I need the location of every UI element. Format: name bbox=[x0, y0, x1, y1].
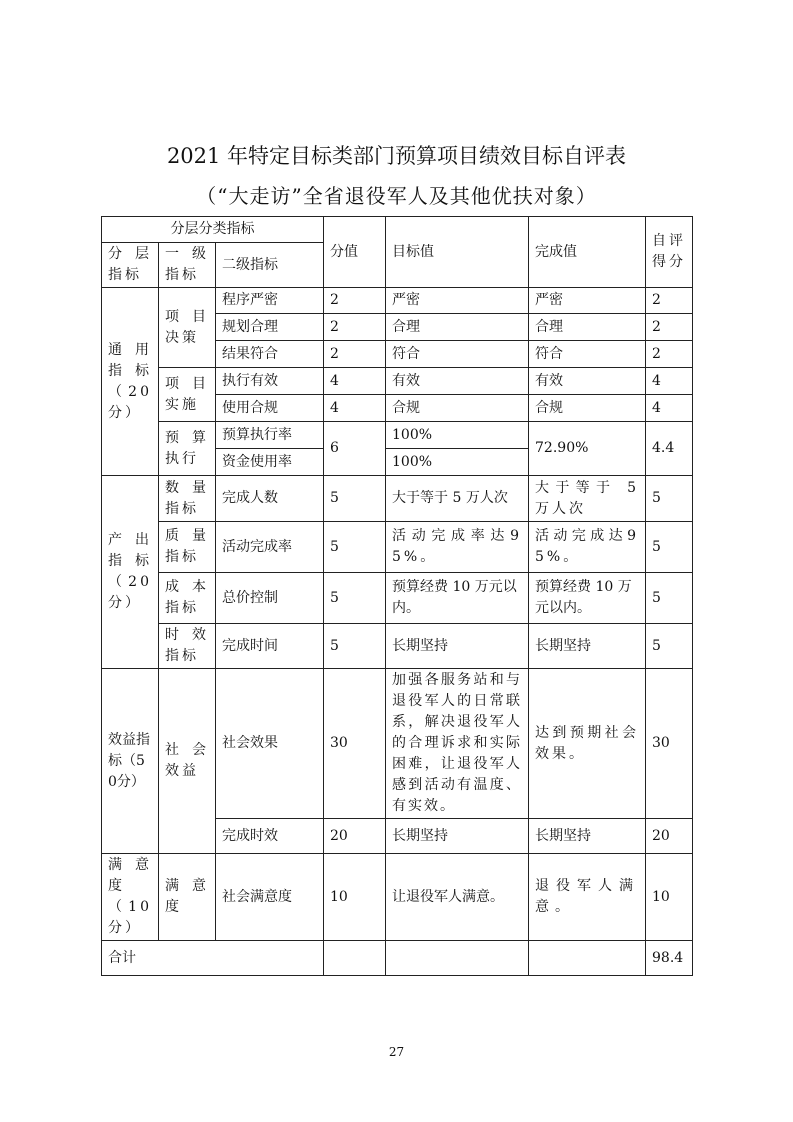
actual-cell: 预算经费 10 万元以内。 bbox=[529, 573, 646, 624]
first-cell: 质量指标 bbox=[159, 522, 216, 573]
second-cell: 执行有效 bbox=[216, 368, 324, 395]
second-cell: 完成时效 bbox=[216, 819, 324, 854]
score-cell: 30 bbox=[324, 669, 386, 819]
first-cell: 项目实施 bbox=[159, 368, 216, 422]
evaluation-table bbox=[101, 216, 693, 976]
level-cell: 产出指标（20分） bbox=[102, 476, 159, 669]
second-cell: 结果符合 bbox=[216, 341, 324, 368]
header-target: 目标值 bbox=[386, 217, 529, 288]
actual-cell: 合规 bbox=[529, 395, 646, 422]
page-number: 27 bbox=[388, 1045, 405, 1059]
target-cell: 大于等于 5 万人次 bbox=[386, 476, 529, 522]
header-self-score: 自评得分 bbox=[646, 217, 693, 288]
table-header-row bbox=[102, 217, 693, 243]
score-cell: 20 bbox=[324, 819, 386, 854]
first-cell: 项目决策 bbox=[159, 288, 216, 368]
self-cell: 4 bbox=[646, 368, 693, 395]
target-cell: 100% bbox=[386, 422, 529, 449]
second-cell: 完成时间 bbox=[216, 624, 324, 669]
target-cell: 100% bbox=[386, 449, 529, 476]
second-cell: 规划合理 bbox=[216, 314, 324, 341]
actual-cell: 合理 bbox=[529, 314, 646, 341]
header-group: 分层分类指标 bbox=[102, 217, 324, 243]
self-cell: 5 bbox=[646, 476, 693, 522]
first-cell: 数量指标 bbox=[159, 476, 216, 522]
target-cell: 严密 bbox=[386, 288, 529, 314]
actual-cell: 符合 bbox=[529, 341, 646, 368]
score-cell: 2 bbox=[324, 288, 386, 314]
first-cell: 满意度 bbox=[159, 854, 216, 941]
header-level: 分层指标 bbox=[102, 243, 159, 288]
target-cell: 符合 bbox=[386, 341, 529, 368]
target-cell: 合规 bbox=[386, 395, 529, 422]
actual-cell: 长期坚持 bbox=[529, 819, 646, 854]
score-cell: 2 bbox=[324, 314, 386, 341]
target-cell: 预算经费 10 万元以内。 bbox=[386, 573, 529, 624]
self-cell: 2 bbox=[646, 288, 693, 314]
level-cell: 效益指标（50分） bbox=[102, 669, 159, 854]
first-cell: 成本指标 bbox=[159, 573, 216, 624]
score-cell: 2 bbox=[324, 341, 386, 368]
target-cell: 有效 bbox=[386, 368, 529, 395]
second-cell: 资金使用率 bbox=[216, 449, 324, 476]
self-cell: 20 bbox=[646, 819, 693, 854]
actual-cell: 活动完成达95%。 bbox=[529, 522, 646, 573]
self-cell: 2 bbox=[646, 314, 693, 341]
table-row bbox=[102, 288, 693, 314]
table-row bbox=[102, 422, 693, 449]
second-cell: 社会满意度 bbox=[216, 854, 324, 941]
actual-cell: 大于等于 5 万人次 bbox=[529, 476, 646, 522]
table-row bbox=[102, 476, 693, 522]
score-cell: 5 bbox=[324, 476, 386, 522]
table-row bbox=[102, 669, 693, 819]
target-cell: 长期坚持 bbox=[386, 819, 529, 854]
actual-cell: 有效 bbox=[529, 368, 646, 395]
total-actual bbox=[529, 941, 646, 976]
second-cell: 总价控制 bbox=[216, 573, 324, 624]
total-row bbox=[102, 941, 693, 976]
second-cell: 预算执行率 bbox=[216, 422, 324, 449]
total-label: 合计 bbox=[102, 941, 324, 976]
table-row bbox=[102, 854, 693, 941]
table-row bbox=[102, 573, 693, 624]
target-cell: 合理 bbox=[386, 314, 529, 341]
score-cell: 5 bbox=[324, 624, 386, 669]
header-score: 分值 bbox=[324, 217, 386, 288]
header-first: 一级指标 bbox=[159, 243, 216, 288]
target-cell: 加强各服务站和与退役军人的日常联系，解决退役军人的合理诉求和实际困难，让退役军人感到活动有温度、有实效。 bbox=[386, 669, 529, 819]
table-row bbox=[102, 624, 693, 669]
level-cell: 满意度（10分） bbox=[102, 854, 159, 941]
second-cell: 完成人数 bbox=[216, 476, 324, 522]
score-cell: 10 bbox=[324, 854, 386, 941]
first-cell: 社会效益 bbox=[159, 669, 216, 854]
first-cell: 时效指标 bbox=[159, 624, 216, 669]
self-cell: 4 bbox=[646, 395, 693, 422]
score-cell: 5 bbox=[324, 573, 386, 624]
header-second: 二级指标 bbox=[216, 243, 324, 288]
self-cell: 5 bbox=[646, 573, 693, 624]
total-score bbox=[324, 941, 386, 976]
actual-cell: 退役军人满意。 bbox=[529, 854, 646, 941]
score-cell: 4 bbox=[324, 368, 386, 395]
second-cell: 程序严密 bbox=[216, 288, 324, 314]
second-cell: 活动完成率 bbox=[216, 522, 324, 573]
page-title: 2021 年特定目标类部门预算项目绩效目标自评表 bbox=[166, 144, 627, 168]
table-row bbox=[102, 368, 693, 395]
self-cell: 5 bbox=[646, 624, 693, 669]
header-actual: 完成值 bbox=[529, 217, 646, 288]
self-cell: 10 bbox=[646, 854, 693, 941]
actual-cell: 严密 bbox=[529, 288, 646, 314]
self-cell: 30 bbox=[646, 669, 693, 819]
target-cell: 活动完成率达95%。 bbox=[386, 522, 529, 573]
total-self-score: 98.4 bbox=[646, 941, 693, 976]
actual-cell: 72.90% bbox=[529, 422, 646, 476]
actual-cell: 长期坚持 bbox=[529, 624, 646, 669]
level-cell: 通用指标（20分） bbox=[102, 288, 159, 476]
score-cell: 6 bbox=[324, 422, 386, 476]
actual-cell: 达到预期社会效果。 bbox=[529, 669, 646, 819]
self-cell: 4.4 bbox=[646, 422, 693, 476]
target-cell: 长期坚持 bbox=[386, 624, 529, 669]
second-cell: 使用合规 bbox=[216, 395, 324, 422]
total-target bbox=[386, 941, 529, 976]
score-cell: 4 bbox=[324, 395, 386, 422]
self-cell: 5 bbox=[646, 522, 693, 573]
page-subtitle: （“大走访”全省退役军人及其他优扶对象） bbox=[196, 184, 597, 208]
self-cell: 2 bbox=[646, 341, 693, 368]
second-cell: 社会效果 bbox=[216, 669, 324, 819]
table-row bbox=[102, 522, 693, 573]
target-cell: 让退役军人满意。 bbox=[386, 854, 529, 941]
first-cell: 预算执行 bbox=[159, 422, 216, 476]
score-cell: 5 bbox=[324, 522, 386, 573]
